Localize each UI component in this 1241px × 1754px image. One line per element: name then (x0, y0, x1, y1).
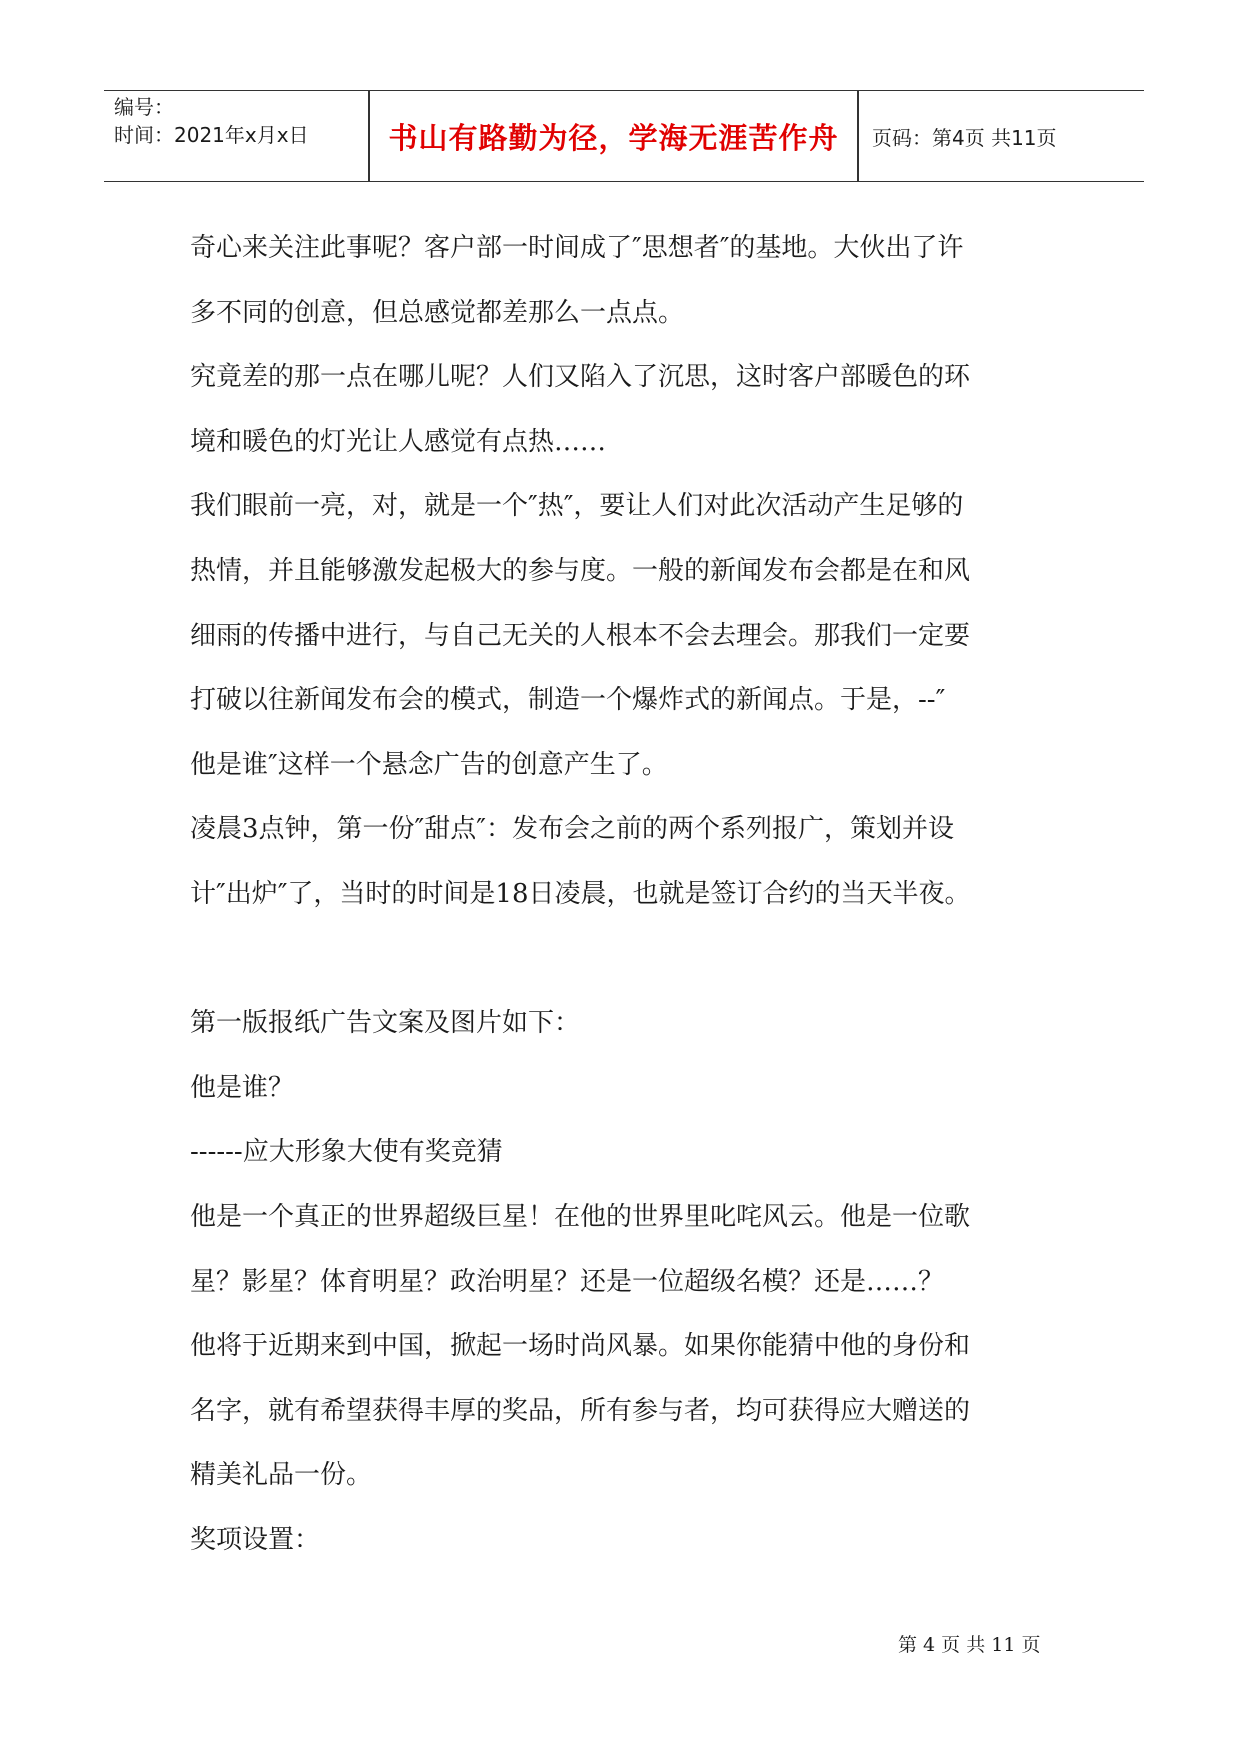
document-number-label: 编号： (114, 95, 174, 119)
body-line: 第一版报纸广告文案及图片如下： (190, 1008, 581, 1039)
body-line: 我们眼前一亮，对，就是一个″热″，要让人们对此次活动产生足够的 (190, 491, 964, 522)
body-line: 他是一个真正的世界超级巨星！在他的世界里叱咤风云。他是一位歌 (190, 1201, 971, 1232)
body-line: 究竟差的那一点在哪儿呢？人们又陷入了沉思，这时客户部暖色的环 (190, 362, 971, 393)
body-line: ------应大形象大使有奖竞猜 (190, 1137, 503, 1168)
page-header (104, 90, 1144, 182)
blank-line (190, 927, 1090, 992)
header-divider (857, 91, 859, 181)
body-line: 计″出炉″了，当时的时间是18日凌晨，也就是签订合约的当天半夜。 (190, 878, 971, 909)
body-line: 境和暖色的灯光让人感觉有点热…… (190, 426, 607, 457)
body-line: 星？影星？体育明星？政治明星？还是一位超级名模？还是……？ (190, 1266, 945, 1297)
body-line: 凌晨3点钟，第一份″甜点″：发布会之前的两个系列报广，策划并设 (190, 814, 954, 845)
page-footer: 第 4 页 共 11 页 (898, 1634, 1041, 1656)
body-line: 热情，并且能够激发起极大的参与度。一般的新闻发布会都是在和风 (190, 555, 971, 586)
header-page-number: 页码：第4页 共11页 (872, 125, 1057, 150)
body-line: 奖项设置： (190, 1524, 321, 1555)
header-motto: 书山有路勤为径，学海无涯苦作舟 (388, 120, 839, 155)
body-line: 他是谁″这样一个悬念广告的创意产生了。 (190, 749, 668, 780)
body-line: 打破以往新闻发布会的模式，制造一个爆炸式的新闻点。于是，--″ (190, 685, 946, 716)
document-time-label: 时间：2021年x月x日 (114, 123, 309, 147)
body-line: 多不同的创意，但总感觉都差那么一点点。 (190, 297, 685, 328)
body-line: 精美礼品一份。 (190, 1460, 373, 1491)
body-line: 细雨的传播中进行，与自己无关的人根本不会去理会。那我们一定要 (190, 620, 971, 651)
body-line: 名字，就有希望获得丰厚的奖品，所有参与者，均可获得应大赠送的 (190, 1395, 971, 1426)
header-meta (114, 93, 364, 149)
body-line: 他将于近期来到中国，掀起一场时尚风暴。如果你能猜中他的身份和 (190, 1331, 971, 1362)
document-body (190, 216, 1090, 1572)
body-line: 他是谁？ (190, 1072, 295, 1103)
body-line: 奇心来关注此事呢？客户部一时间成了″思想者″的基地。大伙出了许 (190, 233, 964, 263)
